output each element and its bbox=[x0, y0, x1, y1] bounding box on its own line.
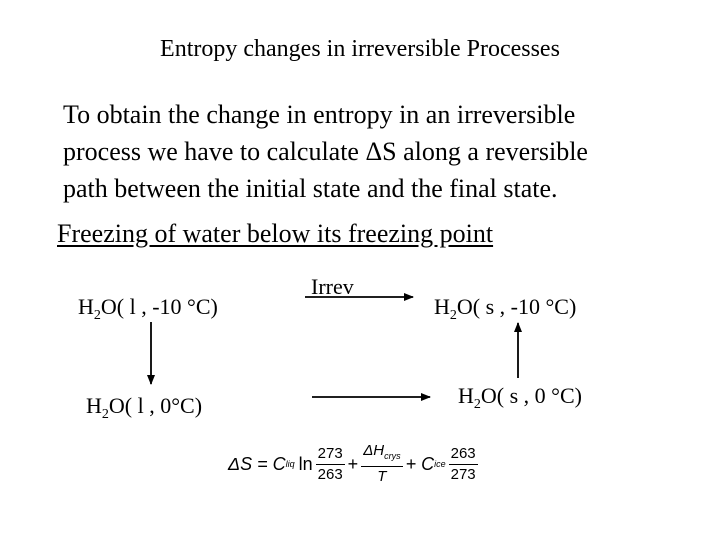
entropy-equation bbox=[228, 441, 481, 487]
h-symbol: H bbox=[86, 393, 102, 418]
subscript: 2 bbox=[473, 397, 481, 412]
h-symbol: H bbox=[78, 294, 94, 319]
ln-1: ln bbox=[298, 453, 313, 474]
c-ice-subscript: ice bbox=[434, 459, 446, 469]
delta-h: ΔH bbox=[363, 442, 385, 459]
c-liq-subscript: liq bbox=[285, 459, 295, 469]
state-text: O( l , 0°C) bbox=[108, 393, 203, 418]
equation-lhs: ΔS = C bbox=[228, 453, 286, 474]
slide-title: Entropy changes in irreversible Processes bbox=[160, 36, 560, 62]
subscript: 2 bbox=[449, 308, 457, 323]
fraction-1 bbox=[316, 444, 345, 485]
fraction-1-numerator: 273 bbox=[316, 444, 345, 465]
fraction-2 bbox=[361, 441, 402, 487]
intro-line-1: To obtain the change in entropy in an irreversible bbox=[63, 100, 576, 129]
plus-c-ice: + C bbox=[405, 453, 435, 474]
fraction-3-denominator: 273 bbox=[450, 465, 476, 483]
crys-subscript: crys bbox=[384, 451, 401, 461]
fraction-1-denominator: 263 bbox=[317, 465, 343, 483]
state-text: O( l , -10 °C) bbox=[100, 294, 218, 319]
intro-line-2: process we have to calculate ΔS along a reversible bbox=[63, 137, 588, 166]
h-symbol: H bbox=[434, 294, 450, 319]
fraction-2-numerator bbox=[361, 441, 402, 467]
fraction-3-numerator: 263 bbox=[449, 444, 478, 465]
fraction-2-denominator: T bbox=[377, 468, 387, 485]
h-symbol: H bbox=[458, 383, 474, 408]
state-text: O( s , 0 °C) bbox=[480, 383, 582, 408]
subscript: 2 bbox=[101, 407, 109, 422]
section-heading: Freezing of water below its freezing point bbox=[57, 219, 494, 248]
subscript: 2 bbox=[93, 308, 101, 323]
state-text: O( s , -10 °C) bbox=[456, 294, 577, 319]
irreversible-arrow-label: Irrev bbox=[311, 274, 354, 299]
intro-line-3: path between the initial state and the final state. bbox=[63, 174, 558, 203]
plus-1: + bbox=[347, 453, 359, 474]
fraction-3 bbox=[449, 444, 478, 485]
